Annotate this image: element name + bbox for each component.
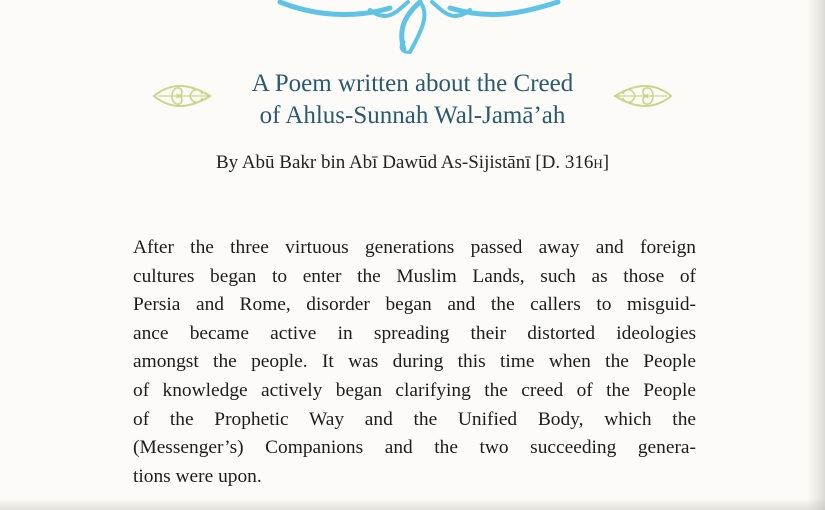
page-bottom-shadow	[0, 498, 825, 510]
hijri-era: h	[593, 152, 603, 173]
paragraph-line: tions were upon.	[133, 465, 262, 487]
title-block	[150, 68, 675, 134]
paragraph-line: cultures began to enter the Muslim Lands, such as those of	[133, 265, 696, 287]
page-edge-shadow	[807, 0, 825, 510]
floral-swirl-icon	[270, 0, 570, 60]
title-line-2: of Ahlus-Sunnah Wal-Jamā’ah	[259, 102, 566, 129]
title-line-1: A Poem written about the Creed	[251, 70, 574, 97]
page-title	[210, 68, 615, 132]
author-suffix: ]	[602, 152, 610, 173]
paragraph-line: of the Prophetic Way and the Unified Body, which the	[133, 408, 696, 430]
paragraph-line: After the three virtuous generations passed away and foreign	[133, 237, 696, 258]
author-text: By Abū Bakr bin Abī Dawūd As-Sijistānī [D. 316	[215, 152, 594, 173]
paragraph-line: (Messenger’s) Companions and the two succeeding genera-	[133, 437, 696, 459]
author-line	[100, 150, 725, 176]
body-paragraph	[133, 234, 696, 491]
paragraph-line: amongst the people. It was during this time when the People	[133, 351, 696, 373]
paragraph-line: of knowledge actively began clarifying the creed of the People	[133, 379, 696, 401]
leaf-swirl-icon	[613, 72, 675, 134]
paragraph-line: ance became active in spreading their distorted ideologies	[133, 322, 696, 344]
leaf-swirl-icon	[150, 72, 212, 134]
paragraph-line: Persia and Rome, disorder began and the callers to misguid-	[133, 294, 696, 316]
